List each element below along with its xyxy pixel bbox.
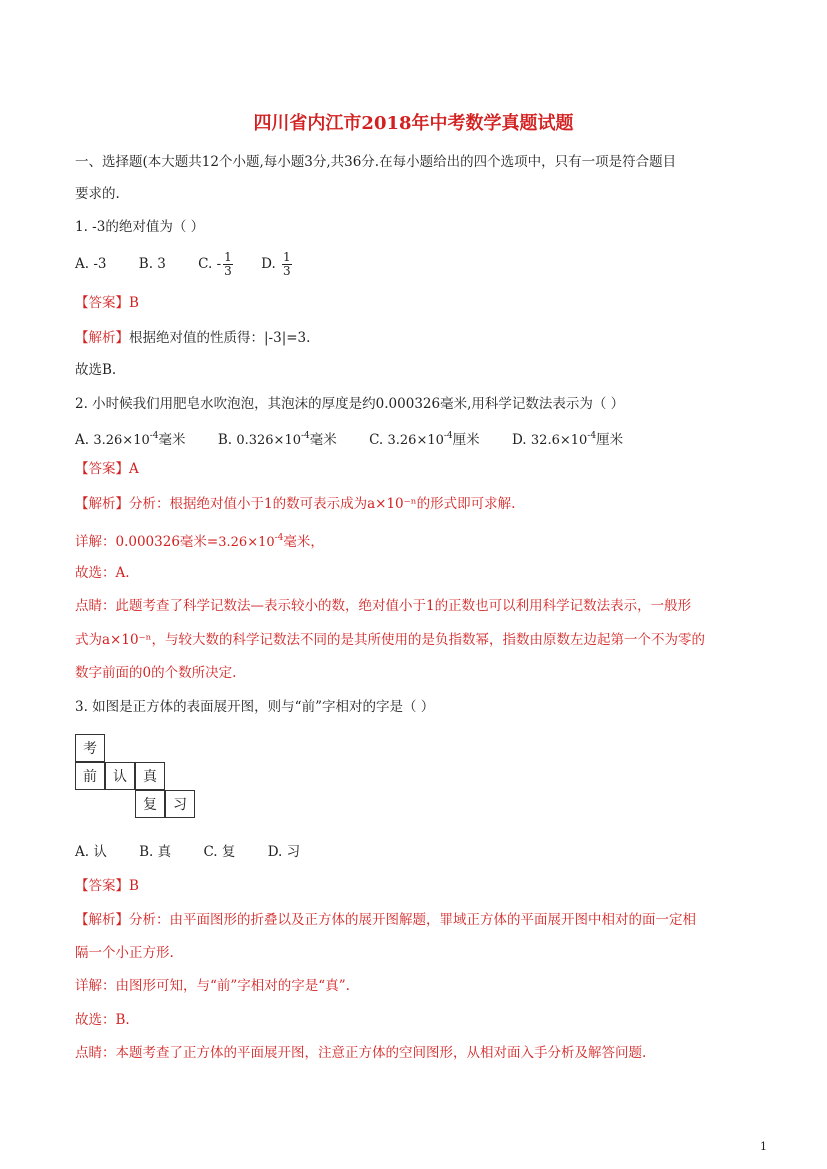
- q1-option-c: [198, 249, 235, 279]
- q1-option-b: B. 3: [138, 256, 166, 272]
- option-exp: -4: [149, 431, 159, 441]
- fraction-numerator: 1: [283, 250, 291, 264]
- section-instruction-cont: 要求的.: [75, 186, 120, 202]
- q3-comment: 点睛：本题考查了正方体的平面展开图，注意正方体的空间图形，从相对面入手分析及解答问题.: [75, 1045, 647, 1061]
- q2-answer: 【答案】A: [75, 461, 139, 477]
- option-coef: 3.26: [93, 433, 123, 448]
- q3-stem: 3. 如图是正方体的表面展开图，则与“前”字相对的字是（ ）: [75, 699, 435, 715]
- q2-choose: 故选：A.: [75, 565, 130, 581]
- option-times: ×10: [122, 433, 150, 448]
- option-times: ×10: [416, 433, 444, 448]
- page-title: 四川省内江市2018年中考数学真题试题: [253, 113, 574, 134]
- option-times: ×10: [273, 433, 301, 448]
- q3-choose: 故选：B.: [75, 1012, 130, 1028]
- q1-stem: 1. -3的绝对值为（ ）: [75, 219, 205, 235]
- q1-option-d-fraction: [282, 251, 292, 278]
- net-cell: 复: [135, 790, 165, 818]
- analysis-tag: 【解析】: [75, 496, 129, 512]
- option-exp: -4: [443, 431, 453, 441]
- cube-net-figure: [75, 731, 201, 823]
- q2-detail: [75, 530, 324, 551]
- page-number: 1: [760, 1140, 767, 1153]
- option-unit: 厘米: [452, 432, 480, 448]
- net-cell: 认: [105, 762, 135, 790]
- q2-option-b: [218, 428, 337, 449]
- analysis-tag: 【解析】: [75, 330, 129, 346]
- option-label: B.: [217, 432, 233, 448]
- detail-suffix: 毫米，: [283, 534, 324, 550]
- q1-analysis: [75, 330, 310, 346]
- q3-option-c: C. 复: [203, 844, 236, 860]
- q3-option-a: A. 认: [75, 844, 107, 860]
- option-label: C.: [369, 432, 384, 448]
- fraction-denominator: 3: [224, 264, 232, 278]
- q2-option-c: [369, 428, 480, 449]
- q2-stem: 2. 小时候我们用肥皂水吹泡泡，其泡沫的厚度是约0.000326毫米,用科学记数法表示为（ ）: [75, 396, 625, 412]
- net-cell: 习: [165, 790, 195, 818]
- q1-option-c-fraction: [223, 251, 233, 278]
- net-cell: 真: [135, 762, 165, 790]
- q2-analysis-text: 分析：根据绝对值小于1的数可表示成为a×10⁻ⁿ的形式即可求解.: [129, 496, 516, 512]
- q2-analysis: [75, 496, 515, 512]
- option-exp: -4: [587, 431, 597, 441]
- q2-comment-line3: 数字前面的0的个数所决定.: [75, 665, 237, 681]
- option-coef: 0.326: [236, 433, 274, 448]
- option-coef: 32.6: [530, 433, 560, 448]
- option-times: ×10: [559, 433, 588, 448]
- q3-detail: 详解：由图形可知，与“前”字相对的字是“真”.: [75, 978, 350, 994]
- q3-answer: 【答案】B: [75, 878, 139, 894]
- q1-choose: 故选B.: [75, 362, 117, 378]
- q2-options: [75, 428, 651, 449]
- q1-answer: 【答案】B: [75, 295, 139, 311]
- q3-option-d: D. 习: [267, 844, 301, 860]
- q1-options: [75, 249, 322, 279]
- q2-comment-line1: 点睛：此题考查了科学记数法—表示较小的数，绝对值小于1的正数也可以利用科学记数法表示，一般形: [75, 598, 692, 614]
- option-exp: -4: [300, 431, 310, 441]
- option-label: A.: [75, 432, 90, 448]
- net-cell: 考: [75, 734, 105, 762]
- fraction-numerator: 1: [224, 250, 232, 264]
- option-coef: 3.26: [387, 433, 417, 448]
- q2-option-a: [75, 428, 186, 449]
- analysis-tag: 【解析】: [75, 912, 129, 928]
- q1-option-d-label: D.: [261, 256, 276, 272]
- fraction-denominator: 3: [283, 264, 291, 278]
- q1-option-a: A. -3: [75, 256, 107, 272]
- option-unit: 毫米: [158, 432, 186, 448]
- section-instruction: 一、选择题(本大题共12个小题,每小题3分,共36分.在每小题给出的四个选项中，只有一项是符合题目: [75, 154, 677, 170]
- option-unit: 厘米: [596, 432, 624, 448]
- option-unit: 毫米: [309, 432, 337, 448]
- option-label: D.: [511, 432, 527, 448]
- q2-option-d: [512, 428, 623, 449]
- q3-analysis-text: 分析：由平面图形的折叠以及正方体的展开图解题，罪域正方体的平面展开图中相对的面一定相: [129, 912, 696, 928]
- q2-comment-line2: 式为a×10⁻ⁿ，与较大数的科学记数法不同的是其所使用的是负指数幂，指数由原数左边起第一个不为零的: [75, 632, 706, 648]
- q3-analysis: [75, 912, 696, 928]
- detail-times: ×10: [247, 535, 275, 550]
- q1-option-d: [261, 249, 294, 279]
- q1-analysis-text: 根据绝对值的性质得：|-3|=3.: [129, 330, 311, 346]
- detail-prefix: 详解：0.000326毫米=: [75, 534, 219, 550]
- q3-analysis-cont: 隔一个小正方形.: [75, 945, 174, 961]
- net-cell: 前: [75, 762, 105, 790]
- detail-coef: 3.26: [218, 535, 248, 550]
- q1-option-c-label: C.: [198, 256, 213, 272]
- q3-options: [75, 844, 328, 860]
- detail-exp: -4: [274, 533, 284, 543]
- q1-option-c-sign: -: [216, 256, 222, 272]
- q3-option-b: B. 真: [139, 844, 172, 860]
